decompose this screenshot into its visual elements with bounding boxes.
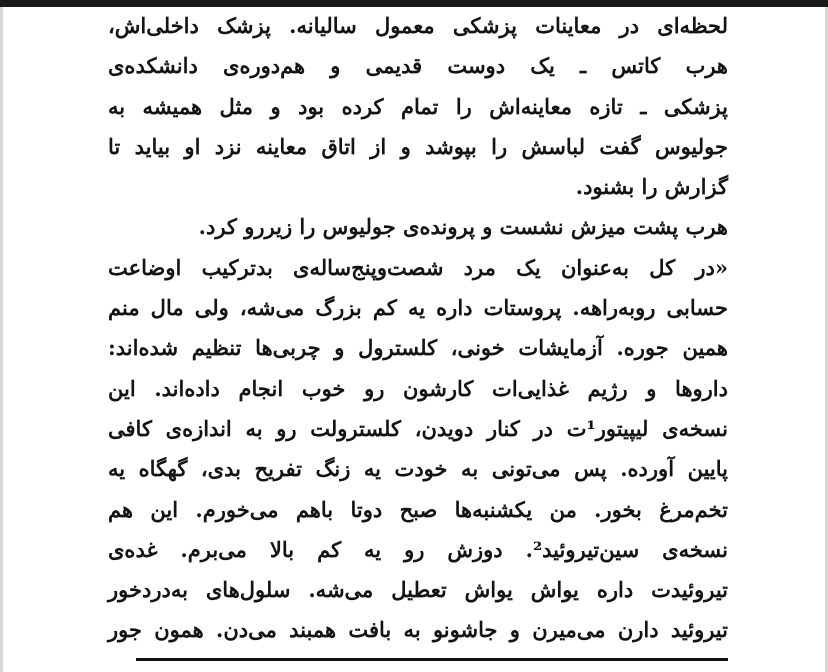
paragraph-2 (108, 207, 728, 650)
text-line: تیروئید دارن می‌میرن و جاشونو به بافت همبند می‌دن. همون جور (108, 617, 728, 643)
text-line: همین جوره. آزمایشات خونی، کلسترول و چربی‌ها تنظیم شده‌اند: (108, 335, 728, 361)
text-line: تیروئیدت داره یواش یواش تعطیل می‌شه. سلول‌های به‌دردخور (108, 577, 728, 603)
text-line: نسخه‌ی لیپیتور¹ت در کنار دویدن، کلسترولت رو به اندازه‌ی کافی (108, 415, 728, 441)
page-bottom-rule (136, 658, 728, 661)
text-line: داروها و رژیم غذایی‌ات کارشون رو خوب انجام داده‌اند. این (108, 375, 728, 401)
text-line: «در کل به‌عنوان یک مرد شصت‌وپنج‌ساله‌ی بدترکیب اوضاعت (108, 254, 728, 280)
text-line: هرب پشت میزش نشست و پرونده‌ی جولیوس را زیررو کرد. (198, 214, 728, 240)
text-line: لحظه‌ای در معاینات پزشکی معمول سالیانه. پزشک داخلی‌اش، (108, 13, 728, 38)
text-line: جولیوس گفت لباسش را بپوشد و از اتاق معاینه نزد او بیاید تا (108, 133, 728, 159)
left-page-edge (0, 7, 3, 672)
paragraph-1 (108, 6, 728, 207)
text-line: حسابی روبه‌راهه. پروستات داره یه کم بزرگ می‌شه، ولی مال منم (108, 295, 728, 321)
text-line: پزشکی ـ تازه معاینه‌اش را تمام کرده بود و مثل همیشه به (108, 93, 728, 119)
text-line: تخم‌مرغ بخور. من یکشنبه‌ها صبح دوتا باهم می‌خورم. این هم (108, 496, 728, 522)
text-line: هرب کاتس ـ یک دوست قدیمی و هم‌دوره‌ی دانشکده‌ی (108, 53, 728, 79)
text-line: پایین آورده. پس می‌تونی به خودت یه زنگ تفریح بدی، گهگاه یه (108, 456, 728, 482)
text-line: گزارش را بشنود. (575, 174, 728, 200)
book-page-text (108, 6, 728, 651)
text-line: نسخه‌ی سین‌تیروئید². دوزش رو یه کم بالا می‌برم. غده‌ی (108, 536, 728, 562)
